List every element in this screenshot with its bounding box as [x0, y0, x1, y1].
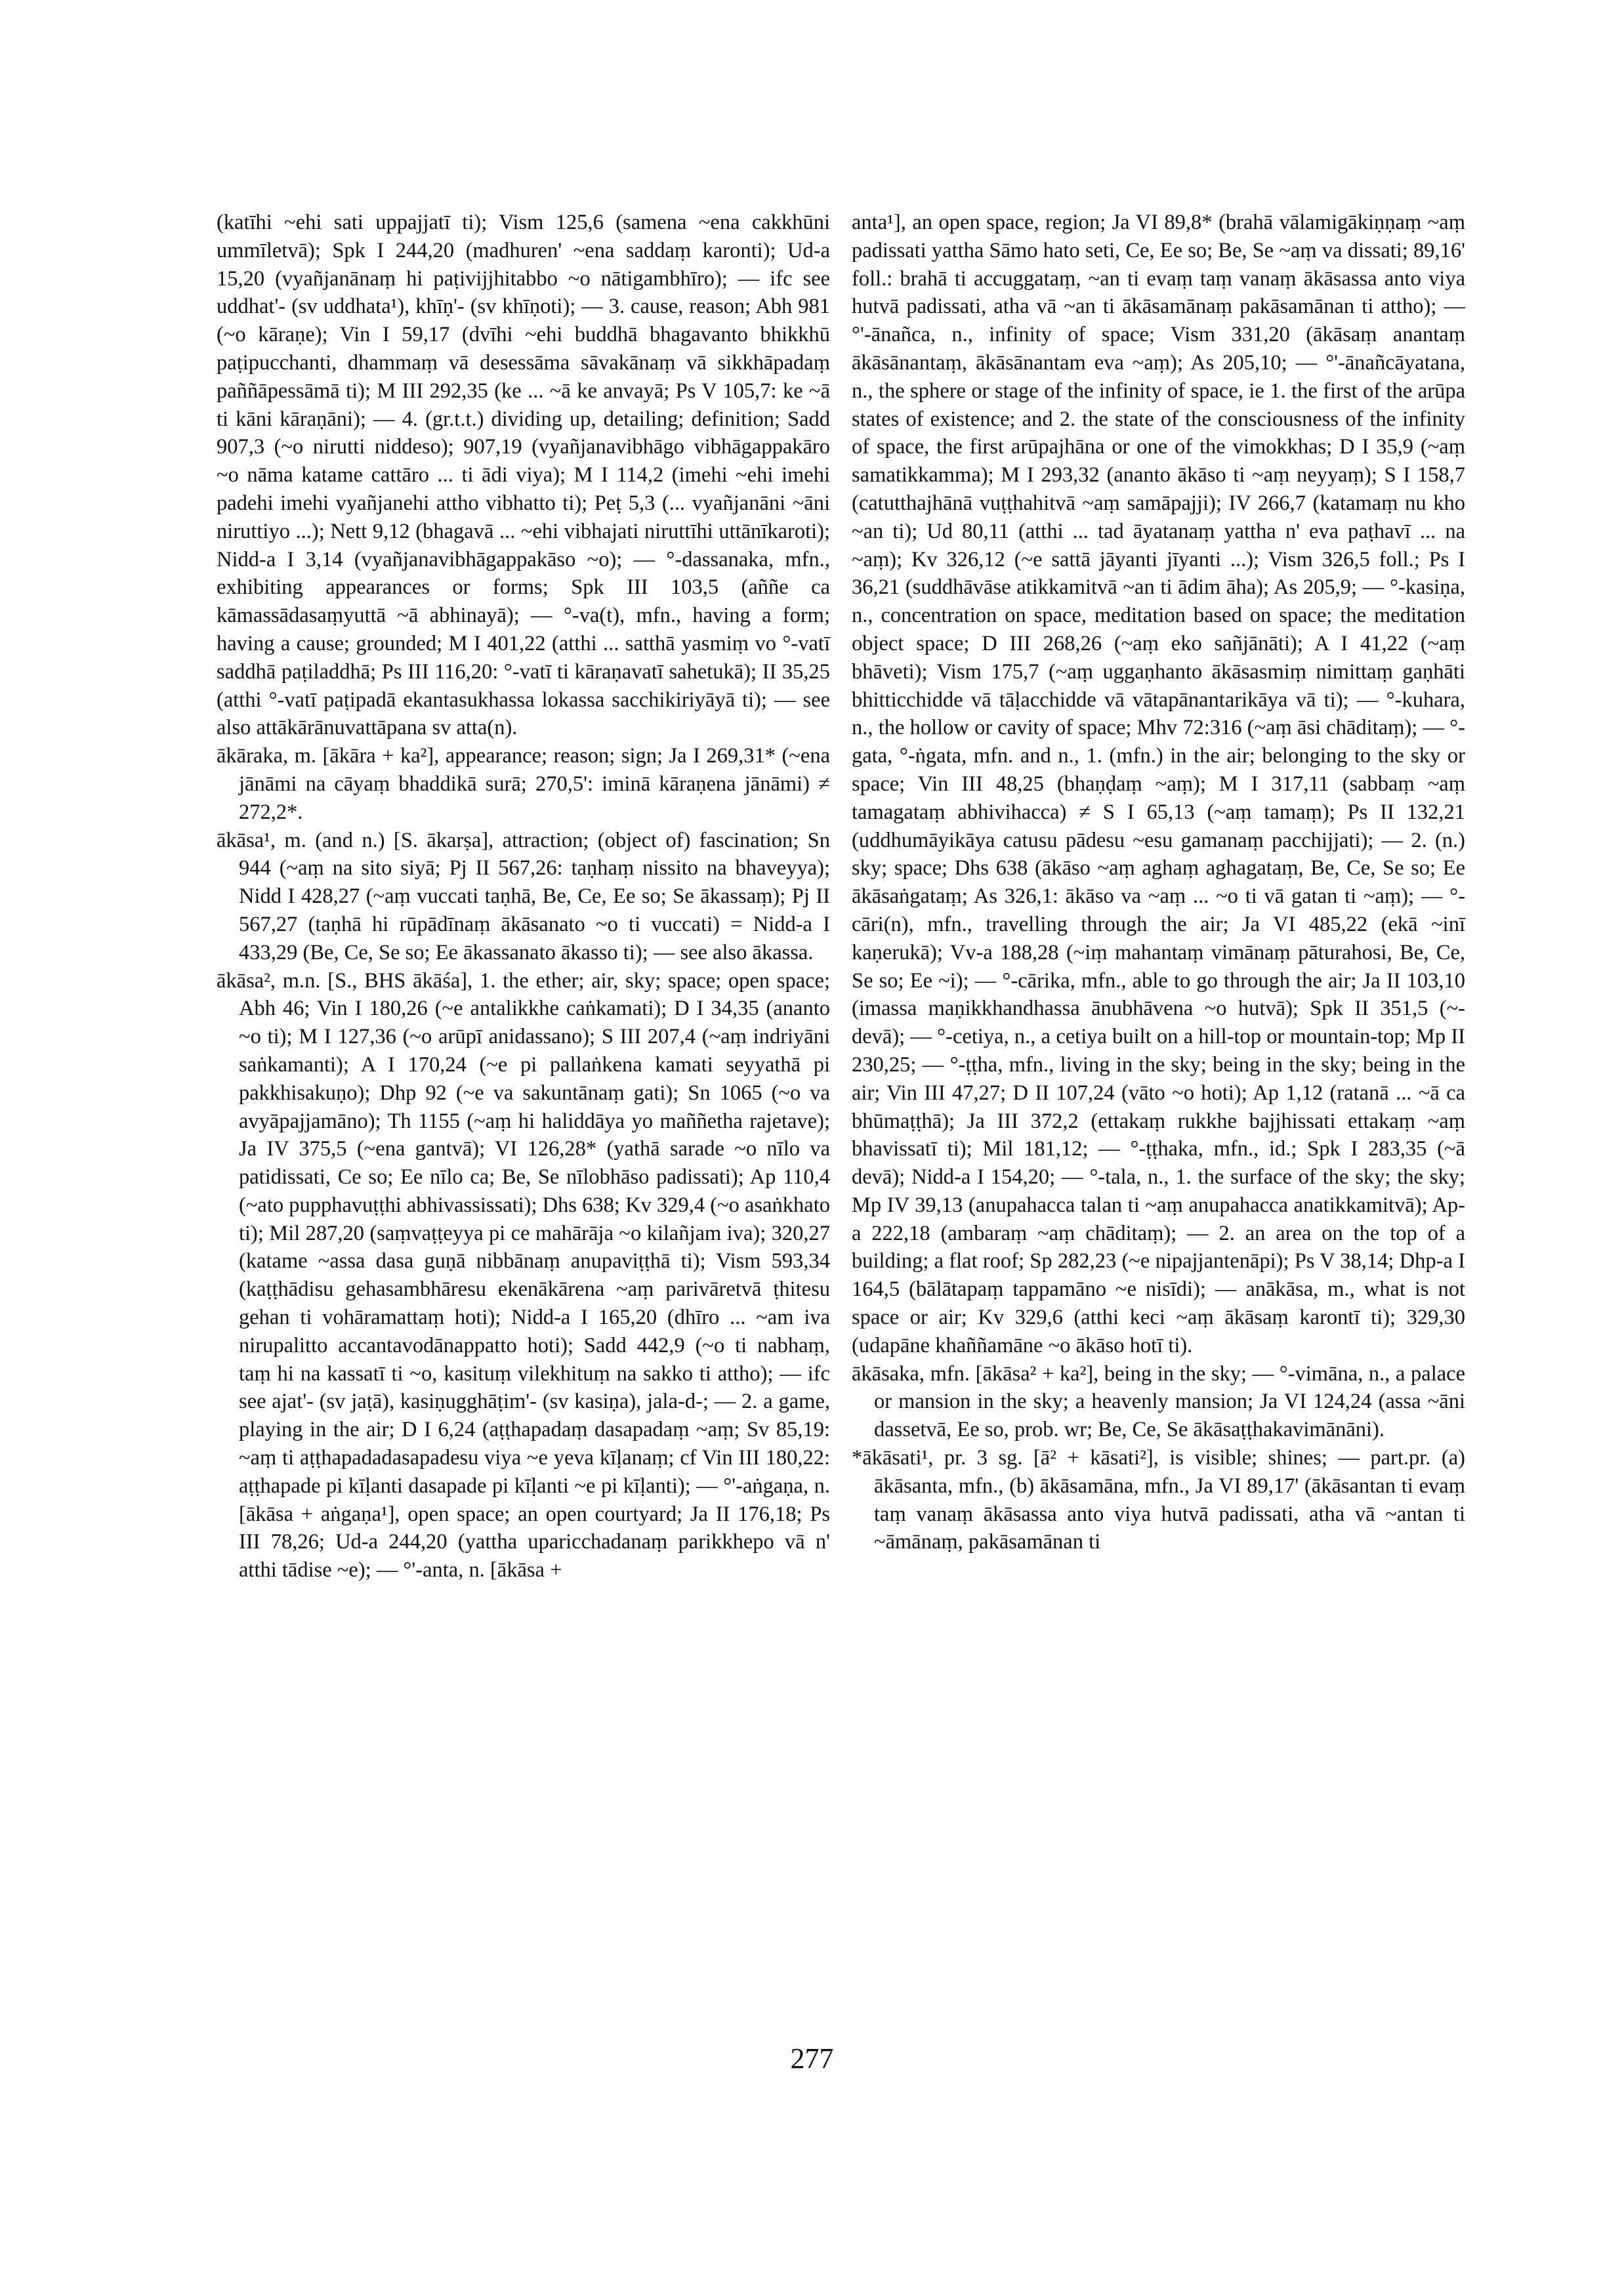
entry-akasati: *ākāsati¹, pr. 3 sg. [ā² + kāsati²], is visible; shines; — part.pr. (a) ākāsanta, mfn., (b) ākāsamāna, mfn., Ja VI 89,17' (ākāsantan ti evaṃ taṃ vanaṃ ākāsassa anto viya hutvā padissati, atha vā ~antan ti ~āmānaṃ, pakāsamānan ti [852, 1446, 1465, 1554]
entry-akasa-1: ākāsa¹, m. (and n.) [S. ākarṣa], attraction; (object of) fascination; Sn 944 (~aṃ na sito siyā; Pj II 567,26: taṇhaṃ nissito na bhaveyya); Nidd I 428,27 (~aṃ vuccati taṇhā, Be, Ce, Ee so; Se ākassaṃ); Pj II 567,27 (taṇhā hi rūpādīnaṃ ākāsanato ~o ti vuccati) = Nidd-a I 433,29 (Be, Ce, Se so; Ee ākassanato ākasso ti); — see also ākassa. [217, 828, 830, 964]
right-column [852, 209, 1465, 1556]
entry-akasa-2: ākāsa², m.n. [S., BHS ākāśa], 1. the ether; air, sky; space; open space; Abh 46; Vin I 180,26 (~e antalikkhe caṅkamati); D I 34,35 (ananto ~o ti); M I 127,36 (~o arūpī anidassano); S III 207,4 (~aṃ indriyāni saṅkamanti); A I 170,24 (~e pi pallaṅkena kamati seyyathā pi pakkhisakuṇo); Dhp 92 (~e va sakuntānaṃ gati); Sn 1065 (~o va avyāpajjamāno); Th 1155 (~aṃ hi haliddāya yo maññetha rajetave); Ja IV 375,5 (~ena gantvā); VI 126,28* (yathā sarade ~o nīlo va patidissati, Ce so; Ee nīlo ca; Be, Se nīlobhāso padissati); Ap 110,4 (~ato pupphavuṭṭhi abhivassissati); Dhs 638; Kv 329,4 (~o asaṅkhato ti); Mil 287,20 (saṃvaṭṭeyya pi ce mahārāja ~o kilañjam iva); 320,27 (katame ~assa dasa guṇā nibbānaṃ anupaviṭṭhā ti); Vism 593,34 (kaṭṭhādisu gehasambhāresu ekenākārena ~aṃ parivāretvā ṭhitesu gehan ti vohāramattaṃ hoti); Nidd-a I 165,20 (dhīro ... ~am iva nirupalitto accantavodānappatto hoti); Sadd 442,9 (~o ti nabhaṃ, taṃ hi na kassatī ti ~o, kasituṃ vilekhituṃ na sakko ti attho); — ifc see ajat'- (sv jaṭā), kasiṇugghāṭim'- (sv kasiṇa), jala-d-; — 2. a game, playing in the air; D I 6,24 (aṭṭhapadaṃ dasapadaṃ ~aṃ; Sv 85,19: ~aṃ ti aṭṭhapadadasapadesu viya ~e yeva kīḷanaṃ; cf Vin III 180,22: aṭṭhapade pi kīḷanti dasapade pi kīḷanti ~e pi kīḷanti); — °'-aṅgaṇa, n. [ākāsa + aṅgaṇa¹], open space; an open courtyard; Ja II 176,18; Ps III 78,26; Ud-a 244,20 (yattha uparicchadanaṃ parikkhepo vā n' atthi tādise ~e); — °'-anta, n. [ākāsa + [217, 968, 830, 1582]
entry-akasaka: ākāsaka, mfn. [ākāsa² + ka²], being in the sky; — °-vimāna, n., a palace or mansion in the sky; a heavenly mansion; Ja VI 124,24 (assa ~āni dassetvā, Ee so, prob. wr; Be, Ce, Se ākāsaṭṭhakavimānāni). [852, 1361, 1465, 1442]
entry-akaraka: ākāraka, m. [ākāra + ka²], appearance; reason; sign; Ja I 269,31* (~ena jānāmi na cāyaṃ bhaddikā surā; 270,5': iminā kāraṇena jānāmi) ≠ 272,2*. [217, 744, 830, 824]
left-column [217, 209, 830, 1584]
entry-continuation: (katīhi ~ehi sati uppajjatī ti); Vism 125,6 (samena ~ena cakkhūni ummīletvā); Spk I 244,20 (madhuren' ~ena saddaṃ karonti); Ud-a 15,20 (vyañjanānaṃ hi paṭivijjhitabbo ~o nātigambhīro); — ifc see uddhat'- (sv uddhata¹), khīṇ'- (sv khīṇoti); — 3. cause, reason; Abh 981 (~o kāraṇe); Vin I 59,17 (dvīhi ~ehi buddhā bhagavanto bhikkhū paṭipucchanti, dhammaṃ vā desessāma sāvakānaṃ vā sikkhāpadaṃ paññāpessāmā ti); M III 292,35 (ke ... ~ā ke anvayā; Ps V 105,7: ke ~ā ti kāni kāraṇāni); — 4. (gr.t.t.) dividing up, detailing; definition; Sadd 907,3 (~o nirutti niddeso); 907,19 (vyañjanavibhāgo vibhāgappakāro ~o nāma katame cattāro ... ti ādi viya); M I 114,2 (imehi ~ehi imehi padehi imehi vyañjanehi attho vibhatto ti); Peṭ 5,3 (... vyañjanāni ~āni niruttiyo ...); Nett 9,12 (bhagavā ... ~ehi vibhajati niruttīhi uttānīkaroti); Nidd-a I 3,14 (vyañjanavibhāgappakāso ~o); — °-dassanaka, mfn., exhibiting appearances or forms; Spk III 103,5 (aññe ca kāmassādasaṃyuttā ~ā abhinayā); — °-va(t), mfn., having a form; having a cause; grounded; M I 401,22 (atthi ... satthā yasmiṃ vo °-vatī saddhā paṭiladdhā; Ps III 116,20: °-vatī ti kāraṇavatī sahetukā); II 35,25 (atthi °-vatī paṭipadā ekantasukhassa lokassa sacchikiriyāyā ti); — see also attākārānuvattāpana sv atta(n). [217, 211, 830, 740]
page-number: 277 [790, 2042, 834, 2075]
entry-continuation: anta¹], an open space, region; Ja VI 89,8* (brahā vālamigākiṇṇaṃ ~aṃ padissati yattha Sāmo hato seti, Ce, Ee so; Be, Se ~aṃ va dissati; 89,16' foll.: brahā ti accuggataṃ, ~an ti evaṃ taṃ vanaṃ ākāsassa anto viya hutvā padissati, atha vā ~an ti ākāsamānaṃ pakāsamānan ti attho); — °'-ānañca, n., infinity of space; Vism 331,20 (ākāsaṃ anantaṃ ākāsānantaṃ, ākāsānantam eva ~aṃ); As 205,10; — °'-ānañcāyatana, n., the sphere or stage of the infinity of space, ie 1. the first of the arūpa states of existence; and 2. the state of the consciousness of the infinity of space, the first arūpajhāna or one of the vimokkhas; D I 35,9 (~aṃ samatikkamma); M I 293,32 (ananto ākāso ti ~aṃ neyyaṃ); S I 158,7 (catutthajhānā vuṭṭhahitvā ~aṃ samāpajji); IV 266,7 (katamaṃ nu kho ~an ti); Ud 80,11 (atthi ... tad āyatanaṃ yattha n' eva paṭhavī ... na ~aṃ); Kv 326,12 (~e sattā jāyanti jīyanti ...); Vism 326,5 foll.; Ps I 36,21 (suddhāvāse atikkamitvā ~an ti ādim āha); As 205,9; — °-kasiṇa, n., concentration on space, meditation based on space; the meditation object space; D III 268,26 (~aṃ eko sañjānāti); A I 41,22 (~aṃ bhāveti); Vism 175,7 (~aṃ uggaṇhanto ākāsasmiṃ nimittaṃ gaṇhāti bhitticchidde vā tāḷacchidde vā vātapānantarikāya vā ti); — °-kuhara, n., the hollow or cavity of space; Mhv 72:316 (~aṃ āsi chāditaṃ); — °-gata, °-ṅgata, mfn. and n., 1. (mfn.) in the air; belonging to the sky or space; Vin III 48,25 (bhaṇḍaṃ ~aṃ); M I 317,11 (sabbaṃ ~aṃ tamagataṃ abhivihacca) ≠ S I 65,13 (~aṃ tamaṃ); Ps II 132,21 (uddhumāyikāya catusu pādesu ~esu gamanaṃ pacchijjati); — 2. (n.) sky; space; Dhs 638 (ākāso ~aṃ aghaṃ aghagataṃ, Be, Ce, Se so; Ee ākāsaṅgataṃ; As 326,1: ākāso va ~aṃ ... ~o ti vā gatan ti ~aṃ); — °-cāri(n), mfn., travelling through the air; Ja VI 485,22 (ekā ~inī kaṇerukā); Vv-a 188,28 (~iṃ mahantaṃ vimānaṃ pāturahosi, Be, Ce, Se so; Ee ~i); — °-cārika, mfn., able to go through the air; Ja II 103,10 (imassa maṇikkhandhassa ānubhāvena ~o hutvā); Spk II 351,5 (~-devā); — °-cetiya, n., a cetiya built on a hill-top or mountain-top; Mp II 230,25; — °-ṭṭha, mfn., living in the sky; being in the sky; being in the air; Vin III 47,27; D II 107,24 (vāto ~o hoti); Ap 1,12 (ratanā ... ~ā ca bhūmaṭṭhā); Ja III 372,2 (ettakaṃ rukkhe bajjhissati ettakaṃ ~aṃ bhavissatī ti); Mil 181,12; — °-ṭṭhaka, mfn., id.; Spk I 283,35 (~ā devā); Nidd-a I 154,20; — °-tala, n., 1. the surface of the sky; the sky; Mp IV 39,13 (anupahacca talan ti ~aṃ anupahacca anatikkamitvā); Ap-a 222,18 (ambaraṃ ~aṃ chāditaṃ); — 2. an area on the top of a building; a flat roof; Sp 282,23 (~e nipajjantenāpi); Ps V 38,14; Dhp-a I 164,5 (bālātapaṃ tappamāno ~e nisīdi); — anākāsa, m., what is not space or air; Kv 329,6 (atthi keci ~aṃ ākāsaṃ karontī ti); 329,30 (udapāne khaññamāne ~o ākāso hotī ti). [852, 211, 1465, 1357]
